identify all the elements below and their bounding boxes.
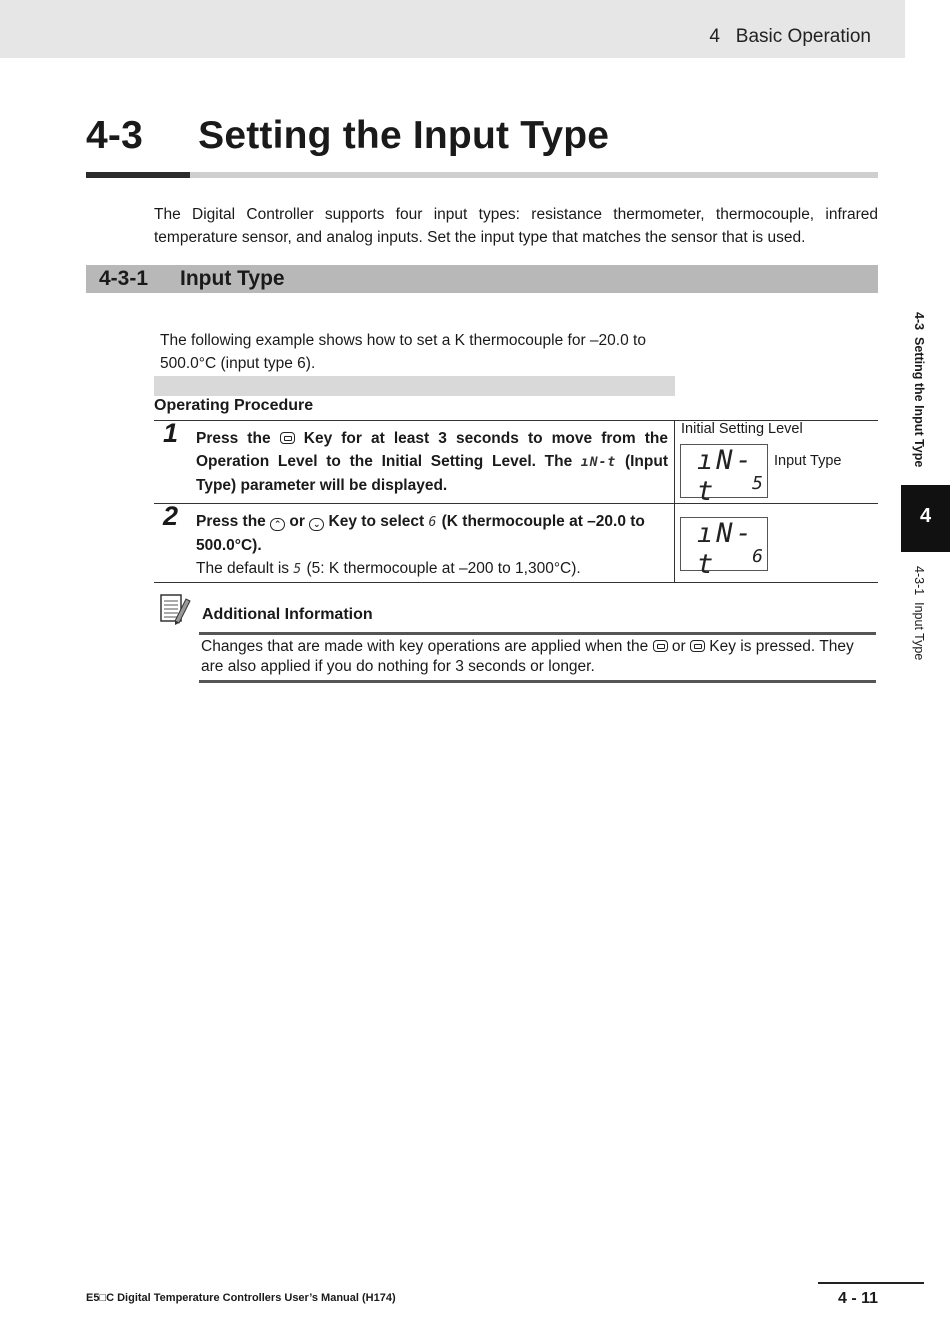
side-tab-subsection-label: 4-3-1 Input Type <box>912 566 926 661</box>
page-title: 4-3 Setting the Input Type <box>86 114 610 157</box>
step-1-text-b: Key for at least 3 seconds to move from the Operation Level to the Initial Setting Level. The <box>196 430 668 470</box>
step-number: 2 <box>163 501 179 531</box>
additional-info-title: Additional Information <box>202 606 373 623</box>
default-text-b: (5: K thermocouple at –200 to 1,300°C). <box>306 560 581 577</box>
info-text-b: Key is pressed. They are also applied if you do nothing for 3 seconds or longer. <box>201 638 854 675</box>
lcd-value: 6 <box>752 546 763 567</box>
up-key-icon: ⌃ <box>270 518 285 531</box>
info-text-or: or <box>671 638 686 655</box>
table-rule-bottom <box>154 582 878 583</box>
info-text-a: Changes that are made with key operations are applied when the <box>201 638 649 655</box>
lcd-display-selected <box>680 517 768 580</box>
side-tab-subsection <box>905 566 933 666</box>
chapter-header: 4 Basic Operation <box>709 26 871 47</box>
level-key-icon <box>690 640 705 652</box>
procedure-title: Operating Procedure <box>154 397 314 414</box>
step-2-text <box>196 510 668 581</box>
step-1-text-a: Press the <box>196 430 271 447</box>
additional-info-text <box>201 637 878 677</box>
table-column-divider <box>674 420 675 583</box>
example-paragraph: The following example shows how to set a K thermocouple for –20.0 to 500.0°C (input type 6). <box>160 332 646 372</box>
table-rule-middle <box>154 503 878 504</box>
title-rule <box>190 172 878 178</box>
down-key-icon: ⌄ <box>309 518 324 531</box>
default-text-a: The default is <box>196 560 290 577</box>
footer-rule <box>818 1282 924 1284</box>
step-2-text-a: Press the <box>196 513 266 530</box>
step-number: 1 <box>163 418 179 448</box>
level-label: Initial Setting Level <box>681 421 803 437</box>
lcd-parameter: ıN-t <box>697 518 755 580</box>
mode-key-icon <box>280 432 295 444</box>
info-rule-top <box>199 632 876 635</box>
page-number: 4 - 11 <box>838 1290 879 1307</box>
step-1-text <box>196 427 668 497</box>
step-1-text-c: (Input Type) parameter will be displayed. <box>196 453 668 494</box>
chapter-tab <box>901 485 950 552</box>
chapter-number: 4 <box>919 505 932 527</box>
parameter-label: Input Type <box>774 453 842 469</box>
step-2-text-c: (K thermocouple at –20.0 to 500.0°C). <box>196 513 645 554</box>
title-rule-accent <box>86 172 190 178</box>
step-2-text-b: Key to select <box>328 513 425 530</box>
side-tab-section <box>905 312 933 477</box>
section-title: Input Type <box>180 267 285 290</box>
section-number: 4-3-1 <box>99 267 149 290</box>
lcd-value: 5 <box>752 473 763 494</box>
input-type-param-symbol: ıN-t <box>580 455 617 470</box>
info-rule-bottom <box>199 680 876 683</box>
notepad-pencil-icon <box>159 591 191 625</box>
intro-paragraph: The Digital Controller supports four input types: resistance thermometer, thermocouple, infrared temperature sensor, and analog inputs. Set the input type that matches the sensor that is used. <box>154 206 878 246</box>
lcd-display-input-type <box>680 444 768 507</box>
procedure-header-bar <box>154 376 675 396</box>
mode-key-icon <box>653 640 668 652</box>
selected-value-symbol: 6 <box>428 515 438 530</box>
default-value-symbol: 5 <box>293 562 303 577</box>
footer-manual-title: E5□C Digital Temperature Controllers User’s Manual (H174) <box>86 1292 396 1304</box>
lcd-parameter: ıN-t <box>697 445 755 507</box>
step-2-text-or: or <box>289 513 305 530</box>
side-tab-section-label: 4-3 Setting the Input Type <box>912 312 926 468</box>
